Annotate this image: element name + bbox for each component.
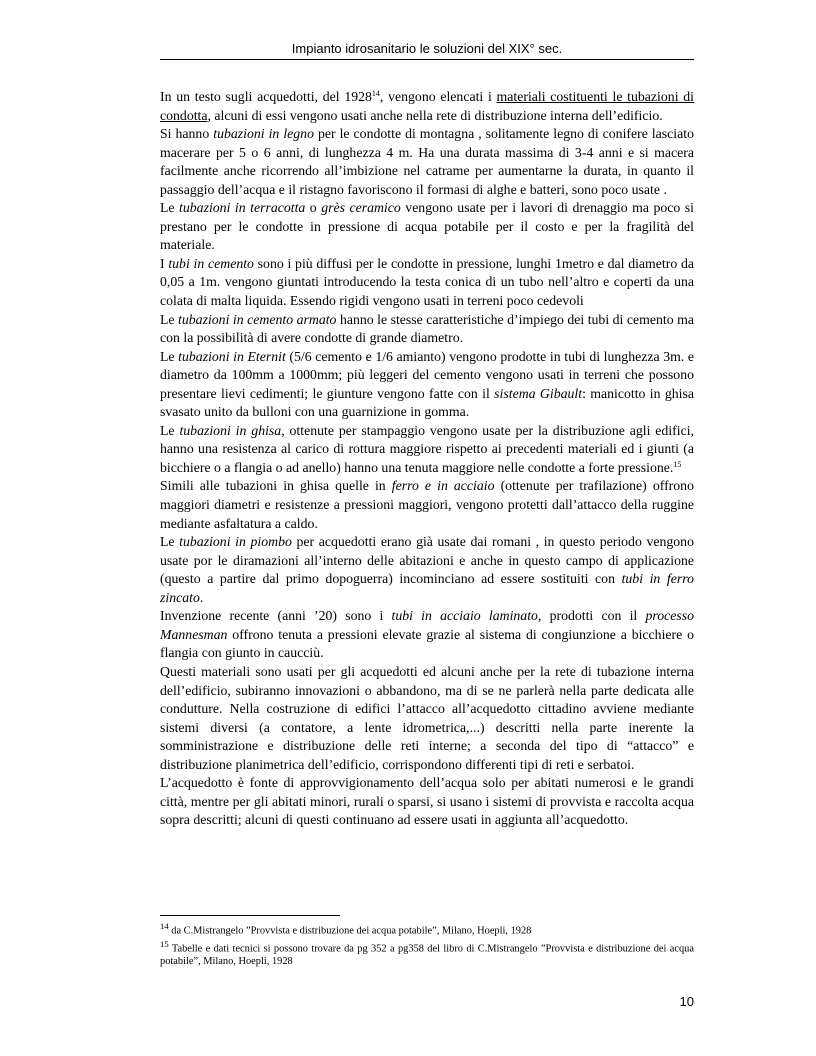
text: vengono usate per i lavori di drenaggio ma poco si prestano per le condotte in pressione di acqua potabile per il costo e per la fragilità del materiale. — [160, 200, 694, 253]
paragraph-ghisa — [160, 422, 694, 478]
paragraph-legno — [160, 125, 694, 199]
text: Simili alle tubazioni in ghisa quelle in — [160, 478, 392, 494]
intro-text-a: In un testo sugli acquedotti, del 1928 — [160, 89, 372, 104]
text: : manicotto in ghisa svasato unito da bulloni con una guarnizione in gomma. — [160, 385, 694, 420]
text: I — [160, 255, 169, 271]
term-ferro-zincato: tubi in ferro zincato — [160, 571, 694, 605]
intro-text-b: , vengono elencati i — [379, 89, 497, 104]
footnote-number: 14 — [160, 921, 169, 931]
text: Le — [160, 311, 179, 327]
footnote-number: 15 — [160, 939, 169, 950]
paragraph-intro — [160, 88, 694, 125]
term-tubi-cemento: tubi in cemento — [168, 255, 254, 271]
text: per le condotte di montagna , solitamente legno di conifere lasciato macerare per 5 o 6 anni, di lunghezza 4 m. Ha una durata massima di 3-4 anni e si macera facilmente anche ricorrendo all’imbizione nel catrame per aumentarne la durata, in quanto il passaggio dell’acqua e il ristagno favoriscono il formasi di alghe e batteri, sono poco usate . — [160, 126, 694, 197]
term-tubazioni-legno: tubazioni in legno — [213, 126, 314, 142]
text: o — [305, 200, 322, 216]
paragraph-piombo — [160, 533, 694, 607]
paragraph-materiali: Questi materiali sono usati per gli acquedotti ed alcuni anche per la rete di tubazione interna dell’edificio, subiranno innovazioni o abbandono, ma di se ne parlerà nella parte dedicata alle condutture. Nella costruzione di edifici l’attacco all’acquedotto cittadino avviene mediante sistemi diversi (a contatore, a lente idrometrica,...) descritti nella parte inerente la somministrazione e distribuzione delle reti interne; a seconda del tipo di “attacco” e distribuzione planimetrica dell’edificio, corrispondono differenti tipi di reti e serbatoi. — [160, 663, 694, 772]
text: Si hanno — [160, 126, 214, 142]
text: hanno le stesse caratteristiche d’impiego dei tubi di cemento ma con la possibilità di avere condotte di grande diametro. — [160, 311, 694, 346]
term-processo-mannesman: processo Mannesman — [160, 608, 694, 642]
text: Le — [160, 422, 180, 438]
text: , prodotti con il — [537, 608, 646, 624]
text: Invenzione recente (anni ’20) sono i — [160, 608, 392, 624]
header-rule — [160, 59, 694, 60]
text: Le — [160, 200, 180, 216]
footnotes — [160, 920, 694, 969]
paragraph-ferro-acciaio — [160, 477, 694, 533]
footnote-14 — [160, 920, 694, 938]
text: . — [199, 589, 204, 605]
footnote-ref-15[interactable]: 15 — [673, 459, 682, 469]
text: Le — [160, 534, 180, 550]
text: Le — [160, 348, 179, 364]
text: per acquedotti erano già usate dai romani , in questo periodo vengono usate por le diramazioni all’interno delle abitazioni e anche in questo campo di applicazione (questo a partire dal primo dopoguerra) incominciano ad essere sostituiti con — [160, 534, 694, 587]
text: , ottenute per stampaggio vengono usate per la distribuzione agli edifici, hanno una resistenza al carico di rottura maggiore rispetto ai precedenti materiali ed i giunti (a bicchiere o a flangia o ad anello) hanno una tenuta maggiore nelle condotte a forte pressione. — [160, 422, 694, 475]
intro-text-c: , alcuni di essi vengono usati anche nella rete di distribuzione interna dell’edificio. — [207, 107, 663, 123]
running-header: Impianto idrosanitario le soluzioni del XIX° sec. — [291, 41, 563, 56]
term-sistema-gibault: sistema Gibault — [494, 385, 583, 401]
paragraph-acciaio-laminato — [160, 607, 694, 663]
page-number: 10 — [679, 994, 694, 1009]
footnote-15 — [160, 938, 694, 969]
paragraph-eternit — [160, 348, 694, 422]
text: (ottenute per trafilazione) offrono maggiori diametri e resistenze a pressioni maggiori, vengono protetti dall’attacco della ruggine mediante asfaltatura a caldo. — [160, 478, 694, 531]
paragraph-cemento — [160, 255, 694, 311]
text: sono i più diffusi per le condotte in pressione, lunghi 1metro e dal diametro da 0,05 a 1m. vengono giuntati introducendo la testa conica di un tubo nell’altro e coperti da una colata di malta liquida. Essendo rigidi vengono usati in terreni poco cedevoli — [160, 255, 694, 309]
term-ghisa: tubazioni in ghisa — [179, 422, 282, 438]
term-acciaio-laminato: tubi in acciaio laminato — [391, 608, 538, 624]
footnote-text: da C.Mistrangelo ”Provvista e distribuzione dei acqua potabile”, Milano, Hoepli, 1928 — [168, 925, 532, 937]
term-ferro-acciaio: ferro e in acciaio — [391, 478, 495, 494]
term-gres: grès ceramico — [321, 200, 401, 216]
term-piombo: tubazioni in piombo — [179, 534, 292, 550]
paragraph-acquedotto: L’acquedotto è fonte di approvvigionamento dell’acqua solo per abitati numerosi e le grandi città, mentre per gli abitati minori, rurali o sparsi, si usano i sistemi di provvista e raccolta acqua sopra descritti; alcuni di questi continuano ad essere usati in aggiunta all’acquedotto. — [160, 775, 694, 828]
footnote-ref-14[interactable]: 14 — [371, 89, 380, 98]
page-body — [160, 88, 694, 830]
footnote-separator — [160, 915, 340, 916]
underlined-term: materiali costituenti le tubazioni di condotta — [160, 89, 694, 123]
term-cemento-armato: tubazioni in cemento armato — [178, 311, 337, 327]
term-eternit: tubazioni in Eternit — [178, 348, 286, 364]
term-terracotta: tubazioni in terracotta — [179, 200, 306, 216]
text: offrono tenuta a pressioni elevate grazie al sistema di congiunzione a bicchiere o flangia con giunto in caucciù. — [160, 626, 694, 661]
footnote-text: Tabelle e dati tecnici si possono trovare da pg 352 a pg358 del libro di C.Mistrangelo ”Provvista e distribuzione dei acqua potabile”, Milano, Hoepli, 1928 — [160, 943, 694, 968]
text: (5/6 cemento e 1/6 amianto) vengono prodotte in tubi di lunghezza 3m. e diametro da 100mm a 1000mm; più leggeri del cemento vengono usati in terreni che possono presentare lievi cedimenti; le giunture vengono fatte con il — [160, 348, 695, 401]
paragraph-terracotta — [160, 199, 694, 255]
paragraph-cemento-armato — [160, 311, 694, 348]
